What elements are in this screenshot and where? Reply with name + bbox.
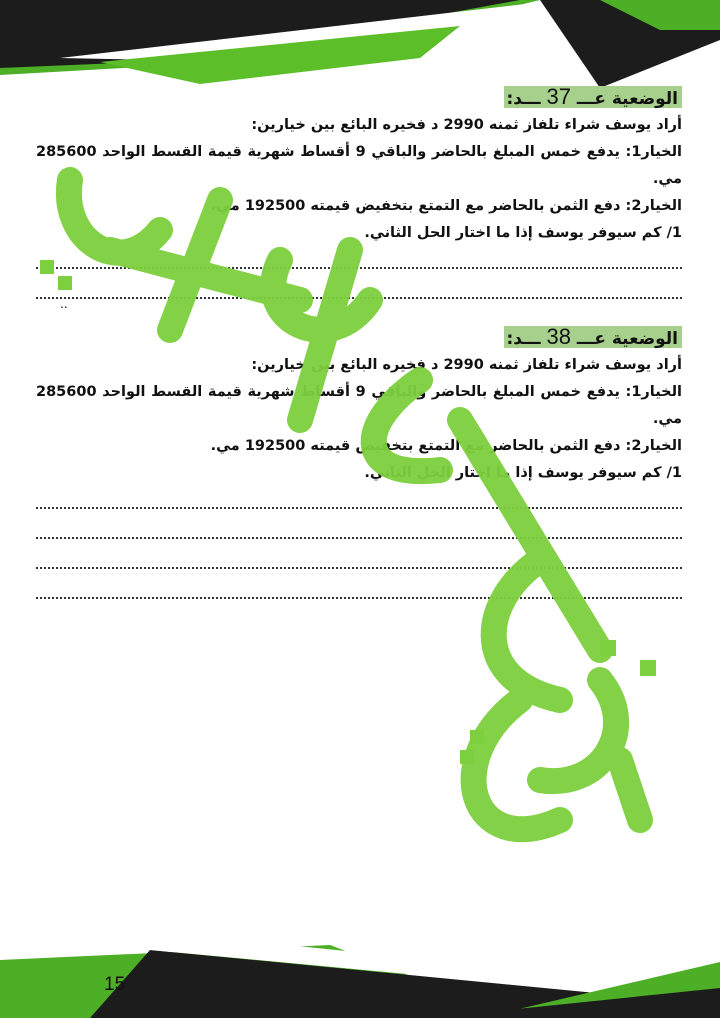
title-suffix: عـــ <box>576 89 606 109</box>
exercise-number: 38 <box>546 324 571 349</box>
answer-line <box>36 487 682 517</box>
stray-mark: .. <box>60 297 68 311</box>
page-number: 15 <box>104 974 126 995</box>
title-word: الوضعية <box>611 89 678 109</box>
option-1: الخيار1: يدفع خمس المبلغ بالحاضر والباقي 9 أقساط شهرية قيمة القسط الواحد 285600 مي. <box>36 144 682 187</box>
answer-line <box>36 517 682 547</box>
problem-intro: أراد يوسف شراء تلفاز ثمنه 2990 د فخيره البائع بين خيارين: <box>251 117 682 133</box>
question-1: 1/ كم سيوفر يوسف إذا ما اختار الحل الثاني. <box>364 225 682 241</box>
title-word: الوضعية <box>611 329 678 349</box>
answer-line <box>36 277 682 307</box>
title-end: ـــد: <box>506 89 541 109</box>
option-2: الخيار2: دفع الثمن بالحاضر مع التمتع بتخفيض قيمته 192500 مي. <box>210 438 682 454</box>
answer-line <box>36 577 682 607</box>
answer-line <box>36 547 682 577</box>
exercise-38 <box>36 326 682 607</box>
title-end: ـــد: <box>506 329 541 349</box>
answer-line <box>36 247 682 277</box>
exercise-heading <box>507 84 679 110</box>
option-2: الخيار2: دفع الثمن بالحاضر مع التمتع بتخفيض قيمته 192500 مي. <box>210 198 682 214</box>
option-1: الخيار1: يدفع خمس المبلغ بالحاضر والباقي 9 أقساط شهرية قيمة القسط الواحد 285600 مي. <box>36 384 682 427</box>
title-suffix: عـــ <box>576 329 606 349</box>
exercise-37 <box>36 86 682 307</box>
exercise-heading <box>507 324 679 350</box>
exercise-number: 37 <box>546 84 571 109</box>
question-1: 1/ كم سيوفر يوسف إذا ما اختار الحل الثاني. <box>364 465 682 481</box>
exercise-title <box>36 86 682 112</box>
exercise-title <box>36 326 682 352</box>
problem-intro: أراد يوسف شراء تلفاز ثمنه 2990 د فخيره البائع بين خيارين: <box>251 357 682 373</box>
top-banner-shapes <box>0 0 720 88</box>
